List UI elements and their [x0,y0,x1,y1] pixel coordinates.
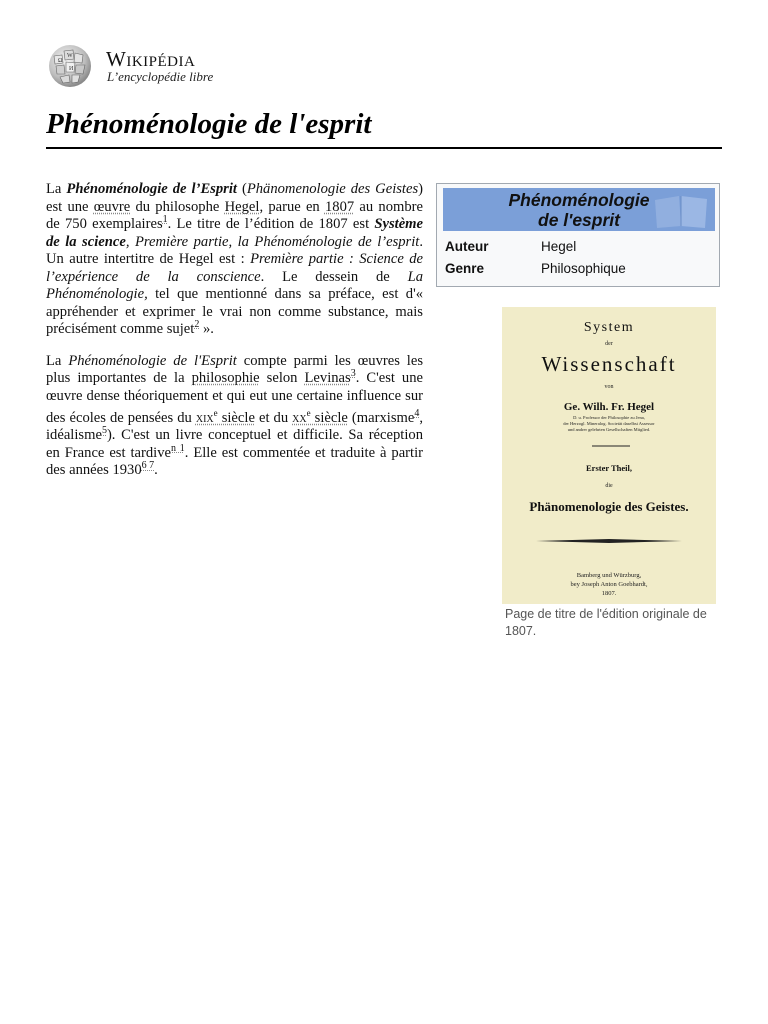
text: et du [254,409,293,426]
ref-6-7[interactable]: 6 7 [141,460,155,472]
page-title: Phénoménologie de l'esprit [46,108,372,140]
logo-tagline: L’encyclopédie libre [107,69,214,84]
text: . Le titre de l’édition de 1807 est [167,216,375,232]
link-levinas[interactable]: Levinas [304,370,351,386]
paragraph-1 [46,181,423,339]
article-body [46,181,423,494]
text: , parue en [259,198,325,215]
image-caption: Page de titre de l'édition originale de 1807. [505,607,707,638]
link-philosophie[interactable]: philosophie [191,370,260,386]
infobox-label: Genre [445,261,485,276]
scan-line: D. u. Professor der Philosophie zu Jena, [573,415,645,420]
text: ». [199,321,214,337]
title-page-scan [502,307,716,604]
text: ) est une [46,181,424,215]
text-bold-italic: Phénoménologie de l’Esprit [66,181,237,197]
title-divider [46,147,722,149]
text: compte parmi les œuvres les plus importantes de la [46,352,424,386]
text: au nombre de 750 exemplaires [46,198,423,232]
scan-line: Erster Theil, [586,463,632,473]
ref-3[interactable]: 3 [350,368,356,380]
paragraph-2 [46,353,423,480]
scan-line: der [605,341,613,347]
logo-wordmark: Wikipédia [106,47,196,71]
scan-line: die [605,483,613,489]
text-italic: La Phénoménologie, [46,268,423,302]
text: tel que mentionné dans sa préface, est d'« appréhender et exprimer le vrai non comme substance, mais précisément comme sujet [46,286,423,337]
text: . C'est une œuvre dense théoriquement et qui eut une certaine influence sur des écoles de pensées du [46,370,424,426]
text: La [46,181,67,197]
text-italic: Phänomenologie des Geistes [246,181,419,197]
text: La [46,352,69,369]
text: du philosophe [130,198,225,215]
note-n1[interactable]: n 1 [170,443,185,454]
scan-line: der Herzogl. Mineralog. Societät daselbst Assessor [563,421,655,426]
scan-rule [536,539,682,543]
text: selon [259,370,305,386]
text-italic: Phénoménologie de l'Esprit [68,352,237,369]
text: (marxisme [347,409,415,426]
text: . Un autre intertitre de Hegel est : [46,233,424,267]
ref-1[interactable]: 1 [162,214,168,226]
scan-line: und andrer gelehrten Gesellschaften Mitglied. [567,427,651,432]
infobox [436,183,720,287]
infobox-label: Auteur [445,239,489,254]
infobox-value[interactable]: Hegel [541,239,577,254]
infobox-title-line-1: Phénoménologie [508,190,650,210]
title-page-image[interactable] [502,307,716,604]
infobox-value[interactable]: Philosophique [541,261,626,276]
text-italic: Première partie : Science de l’expérience de la conscience [46,251,423,285]
text: . [154,462,158,479]
text: . Le dessein de [260,268,408,285]
scan-line: Phänomenologie des Geistes. [529,499,689,514]
svg-text:Ω: Ω [58,58,63,64]
ref-5[interactable]: 5 [101,425,107,437]
text: , idéalisme [46,409,423,444]
scan-line: 1807. [601,590,617,597]
link-xix-siecle[interactable]: xix$^e$ siècle [195,408,255,426]
text: . Elle est commentée et traduite à partir des années 1930 [46,444,423,479]
scan-line: Bamberg und Würzburg, [576,572,642,579]
scan-line: Wissenschaft [541,352,677,376]
scan-line: bey Joseph Anton Goebhardt, [570,581,648,588]
link-oeuvre[interactable]: œuvre [93,198,131,215]
scan-line: von [604,384,614,390]
infobox-title [443,190,715,230]
link-1807[interactable]: 1807 [324,198,355,215]
scan-line: System [583,320,635,335]
scan-line: Ge. Wilh. Fr. Hegel [563,401,655,413]
ref-4[interactable]: 4 [414,408,420,419]
svg-text:W: W [67,53,73,59]
text: ). C'est un livre conceptuel et difficile. Sa réception en France est tardive [46,427,423,461]
infobox-header [443,188,715,231]
text: ( [236,181,247,197]
ref-2[interactable]: 2 [194,319,200,331]
site-logo[interactable] [45,42,245,90]
infobox-title-line-2: de l'esprit [538,210,620,230]
svg-text:И: И [69,66,74,72]
link-hegel[interactable]: Hegel [224,198,260,215]
text-italic: , Première partie, la Phénoménologie de l’esprit [125,233,420,250]
text-bold-italic: Système de la science [46,216,424,250]
wikipedia-globe-icon [45,42,95,88]
link-xx-siecle[interactable]: $xx^e$ siècle [292,408,348,426]
